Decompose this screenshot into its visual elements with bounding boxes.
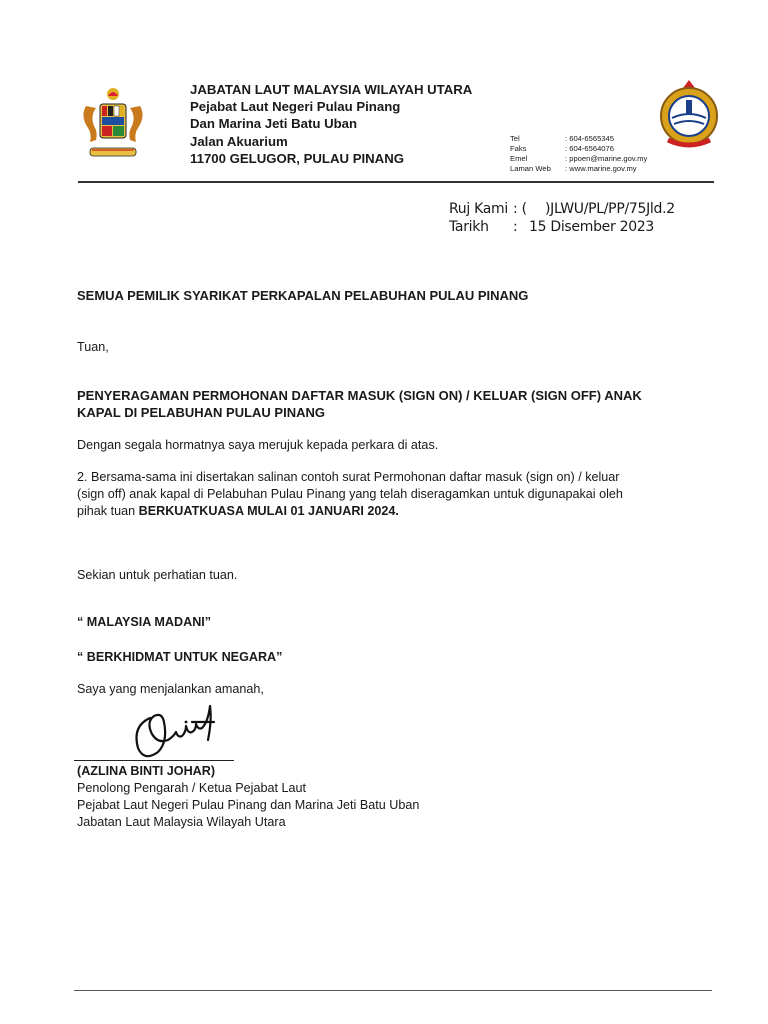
org-name: JABATAN LAUT MALAYSIA WILAYAH UTARA — [190, 82, 473, 97]
signatory-block — [77, 763, 707, 831]
paragraph-2: 2. Bersama-sama ini disertakan salinan contoh surat Permohonan daftar masuk (sign on) / keluar (sign off) anak kapal di Pelabuhan Pulau Pinang yang telah diseragamkan untuk digunapakai oleh pihak tuan BERKUATKUASA MULAI 01 JANUARI 2024. — [77, 470, 623, 518]
signatory-title: Penolong Pengarah / Ketua Pejabat Laut — [77, 781, 306, 795]
signature-line — [74, 760, 234, 761]
closing-line: Sekian untuk perhatian tuan. — [77, 568, 238, 582]
org-street: Jalan Akuarium — [190, 133, 288, 149]
reference-block — [449, 200, 675, 236]
handwritten-signature — [118, 700, 228, 766]
contact-email: Emel : ppoen@marine.gov.my — [510, 154, 648, 163]
coat-of-arms-icon — [80, 86, 146, 160]
signatory-department: Jabatan Laut Malaysia Wilayah Utara — [77, 815, 286, 829]
org-postcode: 11700 GELUGOR, PULAU PINANG — [190, 150, 404, 166]
slogan-madani: “ MALAYSIA MADANI” — [77, 615, 212, 629]
sign-off: Saya yang menjalankan amanah, — [77, 682, 264, 696]
ref-date: Tarikh : 15 Disember 2023 — [449, 219, 655, 235]
signatory-office: Pejabat Laut Negeri Pulau Pinang dan Marina Jeti Batu Uban — [77, 798, 420, 812]
slogan-negara: “ BERKHIDMAT UNTUK NEGARA” — [77, 650, 283, 664]
opening-line: Dengan segala hormatnya saya merujuk kepada perkara di atas. — [77, 438, 439, 452]
salutation: Tuan, — [77, 340, 109, 354]
signatory-name: (AZLINA BINTI JOHAR) — [77, 764, 216, 778]
header-divider — [78, 181, 714, 183]
effective-date: BERKUATKUASA MULAI 01 JANUARI 2024. — [138, 504, 399, 518]
org-marina: Dan Marina Jeti Batu Uban — [190, 116, 358, 132]
footer-divider — [74, 990, 712, 991]
contact-tel: Tel : 604-6565345 — [510, 134, 614, 143]
recipient: SEMUA PEMILIK SYARIKAT PERKAPALAN PELABUHAN PULAU PINANG — [77, 288, 529, 303]
subject-heading: PENYERAGAMAN PERMOHONAN DAFTAR MASUK (SIGN ON) / KELUAR (SIGN OFF) ANAK KAPAL DI PELABUHAN PULAU PINANG — [77, 388, 642, 420]
org-office: Pejabat Laut Negeri Pulau Pinang — [190, 99, 401, 115]
marine-department-logo-icon — [656, 78, 722, 150]
letterhead — [190, 81, 472, 167]
ref-number: Ruj Kami : ( )JLWU/PL/PP/75Jld.2 — [449, 201, 675, 217]
contact-website: Laman Web : www.marine.gov.my — [510, 164, 637, 173]
contact-block — [510, 134, 647, 174]
contact-fax: Faks : 604-6564076 — [510, 144, 614, 153]
